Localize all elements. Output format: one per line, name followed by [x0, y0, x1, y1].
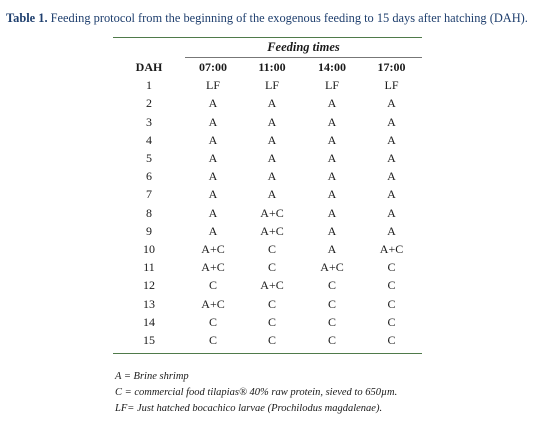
feed-cell: A [327, 223, 337, 238]
table-row [113, 185, 422, 203]
table-row [113, 313, 422, 331]
feed-cell: A [267, 96, 277, 111]
feed-cell: A+C [320, 260, 344, 275]
feeding-protocol-table [113, 58, 422, 349]
feed-cell: A [327, 114, 337, 129]
table-bottom-rule [113, 353, 422, 354]
feed-cell: A [327, 242, 337, 257]
footnote: A = Brine shrimp [115, 371, 189, 382]
dah-cell: 14 [143, 314, 155, 329]
table-row [113, 167, 422, 185]
table-header-row [113, 58, 422, 76]
feed-cell: LF [384, 78, 399, 93]
feed-cell: A [267, 187, 277, 202]
feed-cell: C [327, 278, 336, 293]
dah-cell: 15 [143, 333, 155, 348]
table-top-rule [113, 37, 422, 38]
feed-cell: A [208, 96, 218, 111]
dah-cell: 13 [143, 296, 155, 311]
feed-cell: C [327, 296, 336, 311]
feed-cell: A [327, 169, 337, 184]
feed-cell: C [267, 242, 276, 257]
feed-cell: C [387, 314, 396, 329]
dah-cell: 3 [146, 114, 152, 129]
feed-cell: C [387, 260, 396, 275]
dah-cell: 7 [146, 187, 152, 202]
table-row [113, 295, 422, 313]
table-body [113, 76, 422, 349]
table-row [113, 276, 422, 294]
feed-cell: A [387, 187, 396, 202]
feed-cell: A [208, 205, 218, 220]
feed-cell: A [387, 205, 396, 220]
feed-cell: C [208, 333, 217, 348]
table-row [113, 113, 422, 131]
feed-cell: A [267, 114, 277, 129]
table-row [113, 94, 422, 112]
feed-cell: A+C [201, 242, 225, 257]
feed-cell: A [267, 151, 277, 166]
dah-cell: 1 [146, 78, 152, 93]
feed-cell: A [208, 223, 218, 238]
feed-cell: A [327, 205, 337, 220]
feed-cell: C [267, 260, 276, 275]
column-header: 17:00 [377, 60, 406, 74]
column-header: 14:00 [318, 60, 346, 74]
feed-cell: C [387, 278, 396, 293]
dah-cell: 2 [146, 96, 152, 111]
dah-cell: 4 [146, 132, 152, 147]
feed-cell: LF [264, 78, 279, 93]
feed-cell: A [267, 132, 277, 147]
feed-cell: C [387, 296, 396, 311]
feed-cell: A [208, 114, 218, 129]
feed-cell: C [208, 314, 217, 329]
feed-cell: A+C [379, 242, 404, 257]
dah-cell: 12 [143, 278, 155, 293]
table-row [113, 258, 422, 276]
footnote: LF= Just hatched bocachico larvae (Prochilodus magdalenae). [115, 403, 383, 414]
feed-cell: A [208, 169, 218, 184]
table-caption [6, 11, 546, 26]
feed-cell: A [387, 223, 396, 238]
dah-cell: 11 [143, 260, 155, 275]
feed-cell: A [387, 114, 396, 129]
caption-text: Feeding protocol from the beginning of the exogenous feeding to 15 days after hatching (DAH). [47, 11, 528, 25]
feed-cell: A [327, 96, 337, 111]
feed-cell: C [327, 314, 336, 329]
column-header: 11:00 [258, 60, 286, 74]
dah-cell: 8 [146, 205, 152, 220]
dah-cell: 10 [143, 242, 155, 257]
feeding-times-header: Feeding times [267, 40, 340, 54]
table-footnotes [115, 369, 397, 417]
feed-cell: C [267, 314, 276, 329]
table-row [113, 149, 422, 167]
feed-cell: A [208, 132, 218, 147]
feed-cell: C [387, 333, 396, 348]
feed-cell: A+C [201, 296, 225, 311]
feed-cell: A [327, 151, 337, 166]
feed-cell: A [387, 169, 396, 184]
feed-cell: A [267, 169, 277, 184]
table-row [113, 204, 422, 222]
feed-cell: A [327, 132, 337, 147]
feed-cell: C [267, 333, 276, 348]
feed-cell: LF [324, 78, 339, 93]
table-row [113, 131, 422, 149]
dah-cell: 5 [146, 151, 152, 166]
dah-cell: 6 [146, 169, 152, 184]
feed-cell: A+C [201, 260, 225, 275]
dah-cell: 9 [146, 223, 152, 238]
table-row [113, 240, 422, 258]
feed-cell: A [387, 151, 396, 166]
feed-cell: A+C [260, 278, 284, 293]
feed-cell: A [327, 187, 337, 202]
column-header: DAH [135, 60, 163, 74]
feed-cell: A [208, 187, 218, 202]
feed-cell: C [267, 296, 276, 311]
feed-cell: A+C [260, 223, 284, 238]
column-header: 07:00 [199, 60, 227, 74]
table-row [113, 331, 422, 349]
feed-cell: A+C [260, 205, 284, 220]
table-row [113, 76, 422, 94]
table-row [113, 222, 422, 240]
footnote: C = commercial food tilapias® 40% raw protein, sieved to 650µm. [115, 387, 398, 398]
feed-cell: A [208, 151, 218, 166]
feed-cell: LF [205, 78, 220, 93]
caption-label: Table 1. [6, 11, 48, 25]
feed-cell: A [387, 96, 396, 111]
feed-cell: C [208, 278, 217, 293]
feed-cell: A [387, 132, 396, 147]
feed-cell: C [327, 333, 336, 348]
